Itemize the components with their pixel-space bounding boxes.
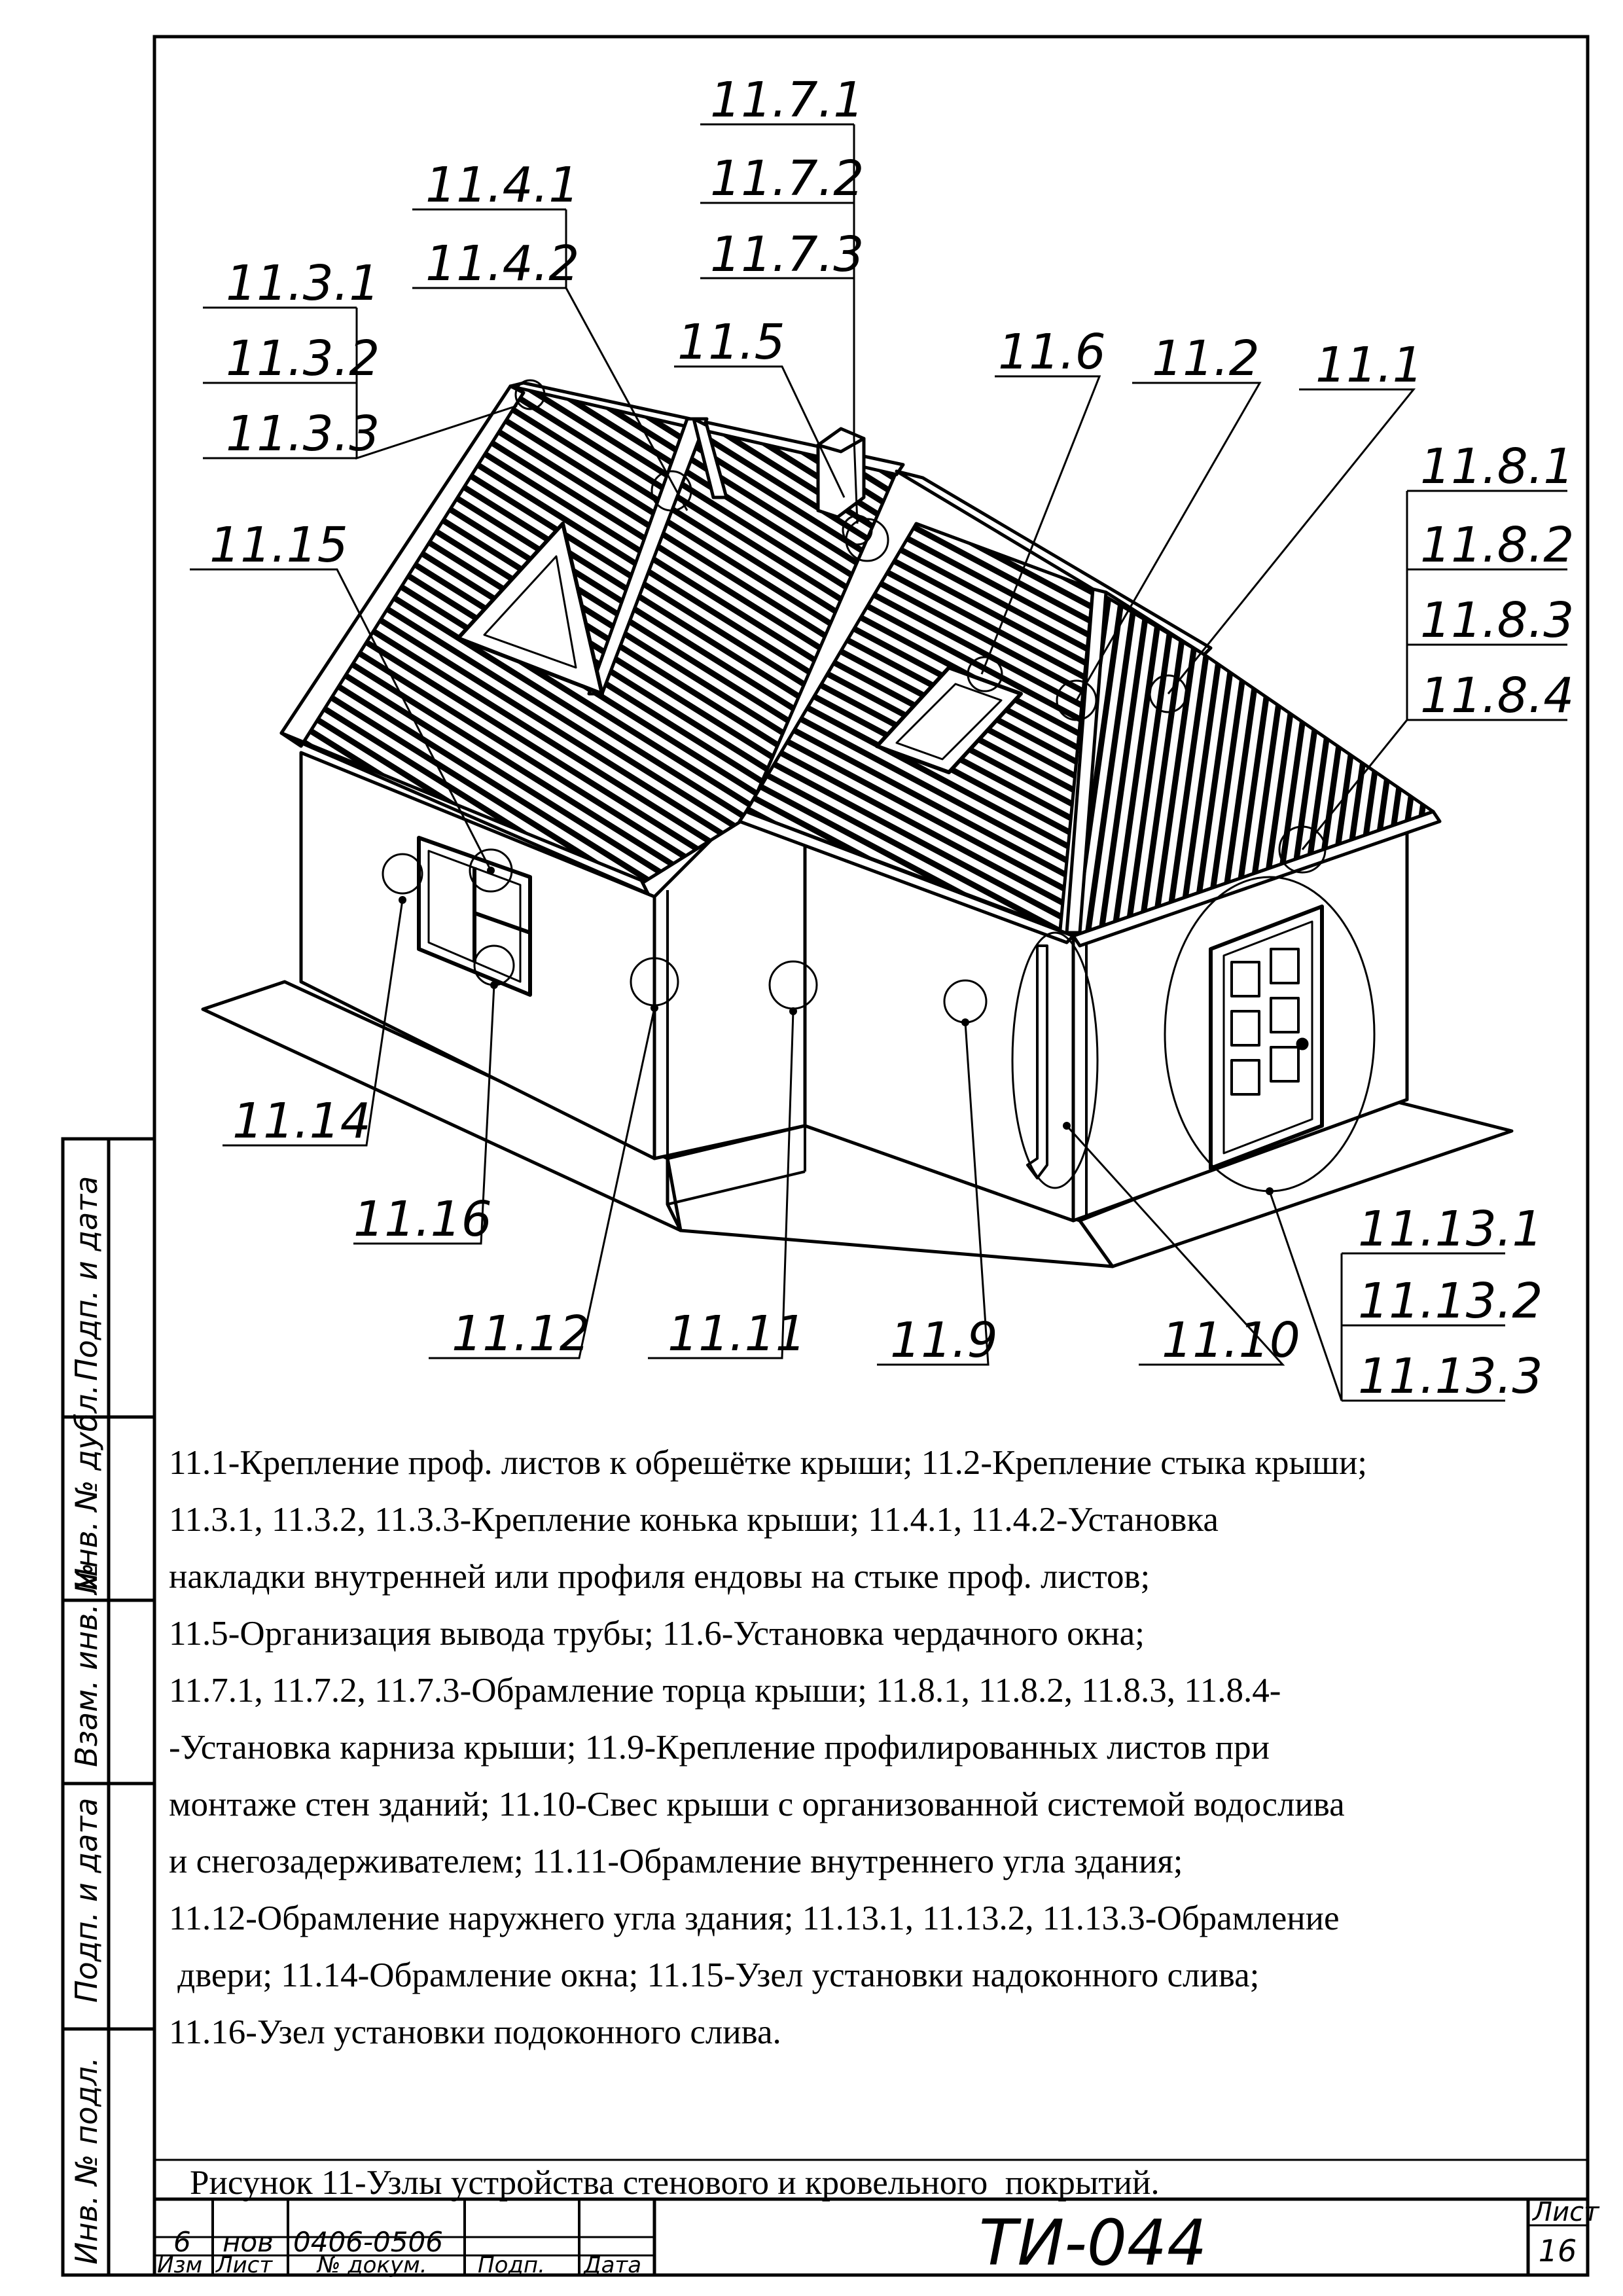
legend-text xyxy=(169,1435,1589,2061)
legend-line: 11.7.1, 11.7.2, 11.7.3-Обрамление торца крыши; 11.8.1, 11.8.2, 11.8.3, 11.8.4- xyxy=(169,1672,1281,1710)
callout-11-2: 11.2 xyxy=(1152,331,1260,387)
stamp-header-list: Лист xyxy=(216,2252,273,2278)
legend-line: 11.12-Обрамление наружнего угла здания; 11.13.1, 11.13.2, 11.13.3-Обрамление xyxy=(169,1899,1340,1937)
side-labels xyxy=(69,1176,104,2265)
callout-11-13-2: 11.13.2 xyxy=(1358,1273,1543,1329)
callout-11-13-3: 11.13.3 xyxy=(1358,1348,1543,1405)
legend-line: двери; 11.14-Обрамление окна; 11.15-Узел установки надоконного слива; xyxy=(169,1956,1260,1994)
legend-line: 11.3.1, 11.3.2, 11.3.3-Крепление конька крыши; 11.4.1, 11.4.2-Установка xyxy=(169,1501,1219,1539)
callout-11-3-3: 11.3.3 xyxy=(226,406,380,462)
side-label-sign-date-1: Подп. и дата xyxy=(69,1175,104,1381)
callout-11-10: 11.10 xyxy=(1162,1312,1300,1369)
callout-11-12: 11.12 xyxy=(452,1306,590,1362)
callout-11-8-4: 11.8.4 xyxy=(1420,668,1575,724)
sheet-number: 16 xyxy=(1538,2233,1577,2269)
title-block-text xyxy=(157,2197,1600,2280)
legend-line: 11.16-Узел установки подоконного слива. xyxy=(169,2013,781,2051)
callout-11-7-1: 11.7.1 xyxy=(710,72,865,128)
callout-11-14: 11.14 xyxy=(232,1093,371,1149)
callout-11-6: 11.6 xyxy=(998,324,1106,380)
callout-11-11: 11.11 xyxy=(668,1306,806,1362)
side-label-sign-date-2: Подп. и дата xyxy=(69,1797,104,2003)
callout-11-5: 11.5 xyxy=(677,314,785,370)
stamp-header-podp: Подп. xyxy=(478,2252,545,2278)
callout-11-13-1: 11.13.1 xyxy=(1358,1201,1543,1257)
callout-11-4-1: 11.4.1 xyxy=(425,157,580,213)
callout-11-3-2: 11.3.2 xyxy=(226,331,380,387)
legend-line: монтаже стен зданий; 11.10-Свес крыши с организованной системой водослива xyxy=(169,1785,1345,1823)
legend-line: -Установка карниза крыши; 11.9-Крепление профилированных листов при xyxy=(169,1729,1270,1767)
stamp-izm-value: 6 xyxy=(173,2226,191,2258)
callout-11-15: 11.15 xyxy=(209,517,348,573)
side-label-inv-podl: Инв. № подл. xyxy=(69,2056,104,2265)
side-label-inv-dubl: Инв. № дубл. xyxy=(69,1384,104,1590)
callout-11-9: 11.9 xyxy=(890,1312,998,1369)
stamp-header-data: Дата xyxy=(584,2252,642,2278)
stamp-header-doc: № докум. xyxy=(317,2252,427,2278)
figure-caption: Рисунок 11-Узлы устройства стенового и кровельного покрытий. xyxy=(190,2164,1160,2202)
legend-line: и снегозадерживателем; 11.11-Обрамление внутреннего угла здания; xyxy=(169,1842,1183,1880)
legend-line: 11.1-Крепление проф. листов к обрешётке крыши; 11.2-Крепление стыка крыши; xyxy=(169,1444,1368,1482)
legend-line: 11.5-Организация вывода трубы; 11.6-Установка чердачного окна; xyxy=(169,1615,1145,1653)
callout-11-7-3: 11.7.3 xyxy=(710,226,865,283)
callout-11-8-3: 11.8.3 xyxy=(1420,592,1575,649)
callout-11-1: 11.1 xyxy=(1315,337,1423,393)
stamp-header-izm: Изм xyxy=(157,2252,203,2278)
stamp-doc-value: 0406-0506 xyxy=(293,2226,443,2258)
document-designation: ТИ-044 xyxy=(978,2206,1207,2280)
callout-11-8-2: 11.8.2 xyxy=(1420,517,1575,573)
legend-line: накладки внутренней или профиля ендовы на стыке проф. листов; xyxy=(169,1558,1150,1596)
side-label-vzam-inv: Взам. инв. № xyxy=(69,1562,104,1767)
callout-11-8-1: 11.8.1 xyxy=(1420,439,1575,495)
callout-11-4-2: 11.4.2 xyxy=(425,236,580,292)
stamp-list-value: нов xyxy=(223,2226,274,2258)
callout-11-7-2: 11.7.2 xyxy=(710,151,865,207)
callout-11-16: 11.16 xyxy=(353,1191,492,1247)
callout-11-3-1: 11.3.1 xyxy=(226,255,380,312)
sheet-label: Лист xyxy=(1533,2197,1599,2227)
